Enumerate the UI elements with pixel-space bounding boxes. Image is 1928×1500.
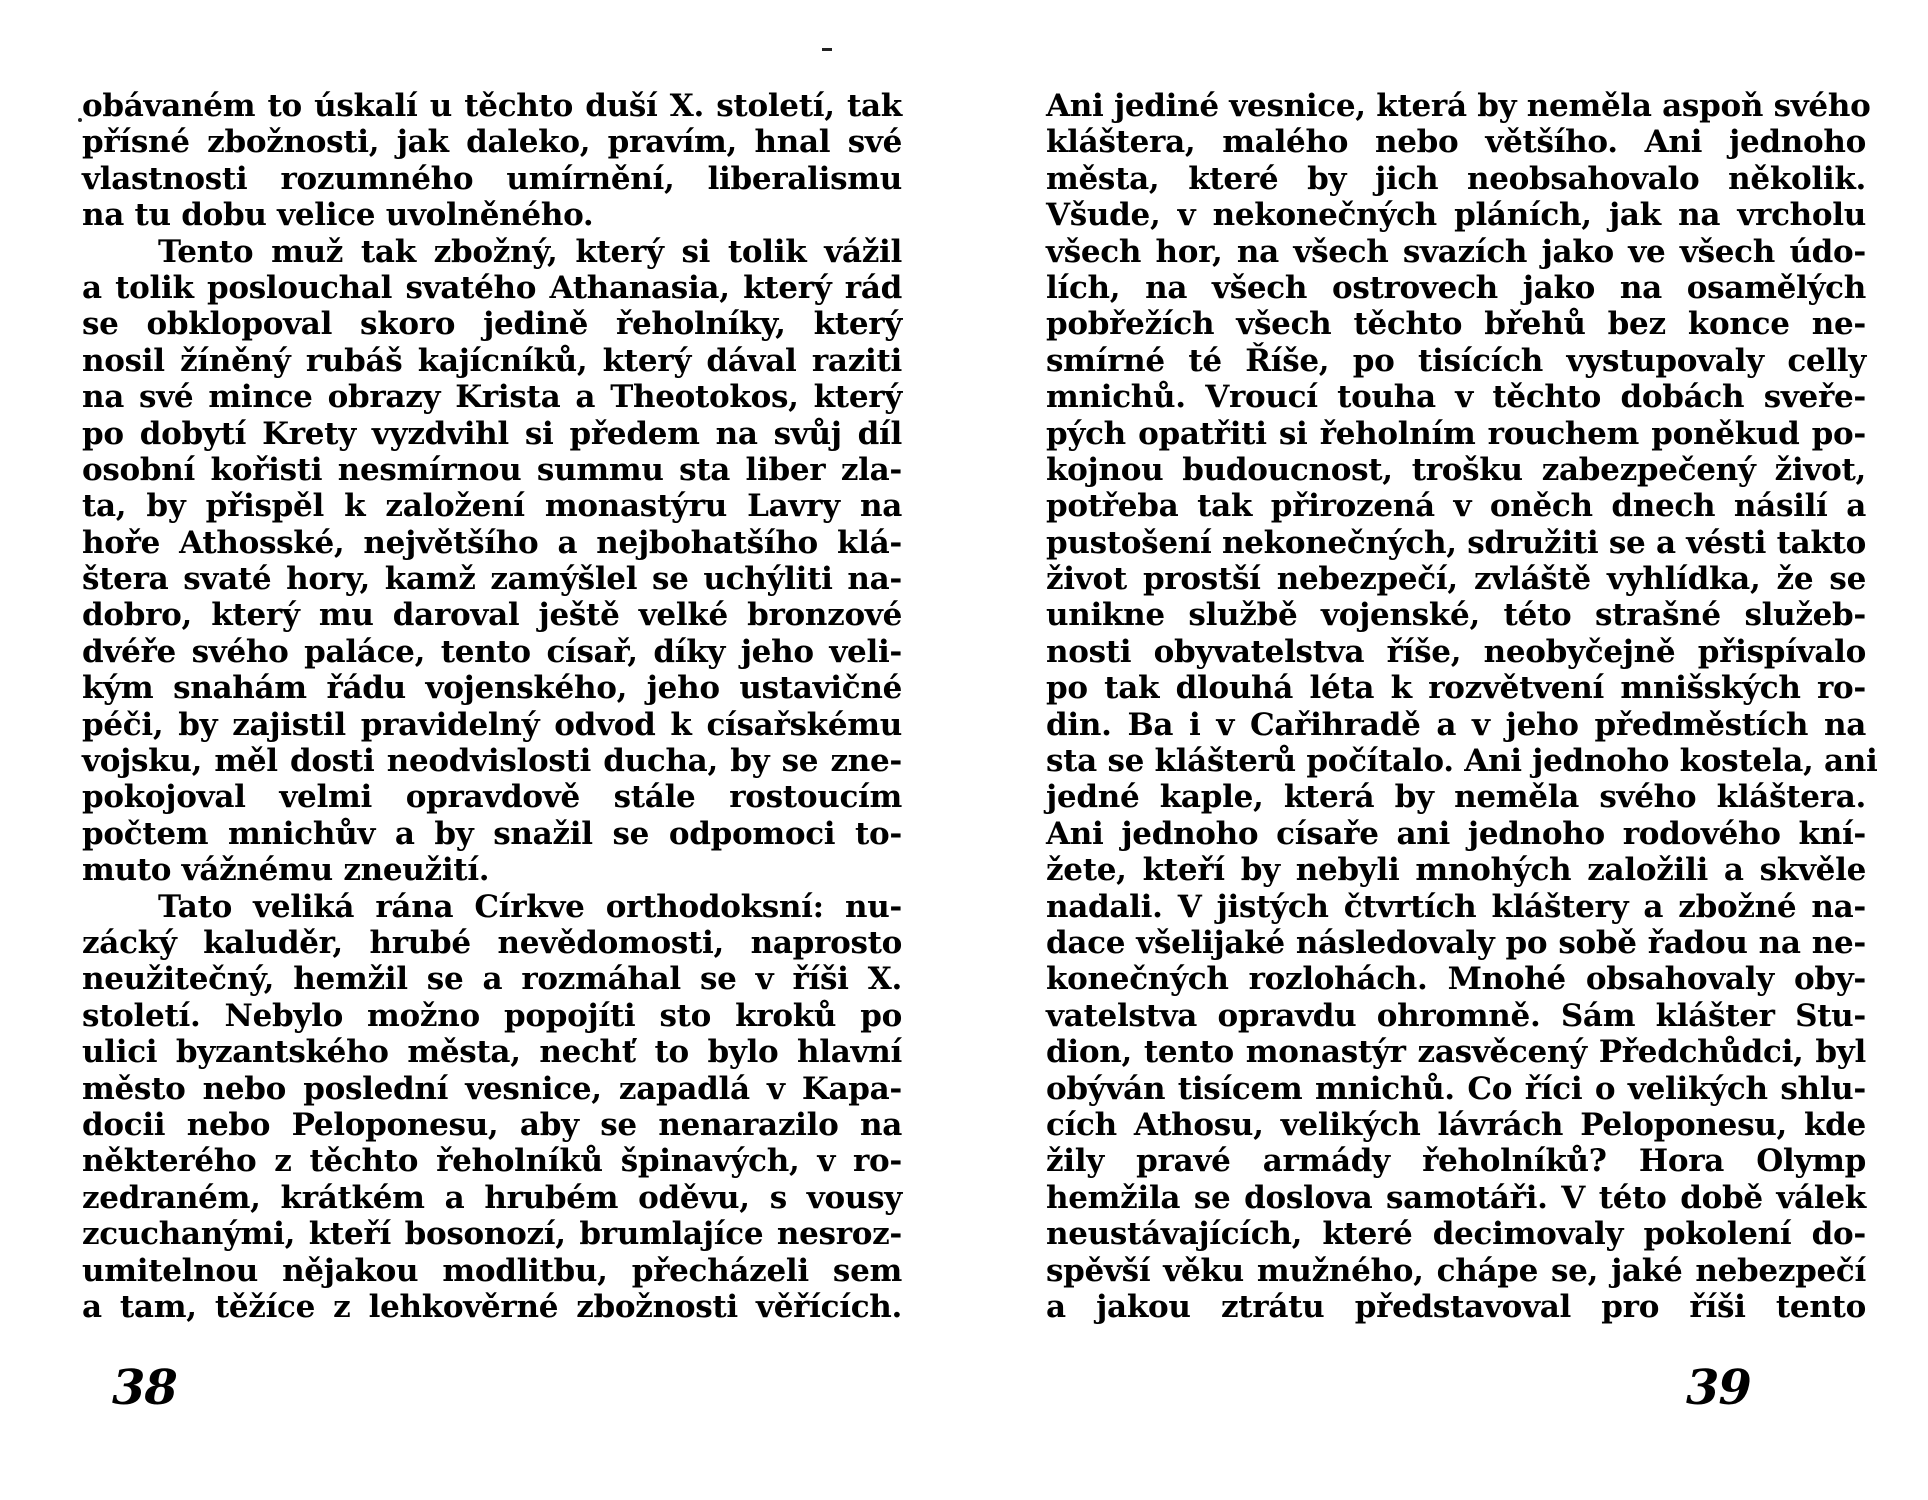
page-number-right: 39 bbox=[1686, 1360, 1751, 1416]
text-line: obýván tisícem mnichů. Co říci o velikých shlu- bbox=[1046, 1070, 1866, 1107]
scan-speck bbox=[822, 48, 832, 51]
text-line: Ani jediné vesnice, která by neměla aspoň svého bbox=[1046, 88, 1871, 124]
text-line: Ani jednoho císaře ani jednoho rodového kní- bbox=[1046, 815, 1866, 852]
text-line: mnichů. Vroucí touha v těchto dobách sveře- bbox=[1046, 379, 1866, 416]
text-line: spěvší věku mužného, chápe se, jaké nebezpečí bbox=[1046, 1252, 1866, 1289]
text-line: a jakou ztrátu představoval pro říši tento bbox=[1046, 1288, 1866, 1325]
text-line: din. Ba i v Cařihradě a v jeho předměstích na bbox=[1046, 706, 1866, 743]
right-page bbox=[1046, 88, 1878, 1325]
text-line: některého z těchto řeholníků špinavých, v ro- bbox=[82, 1143, 902, 1180]
text-line: všech hor, na všech svazích jako ve všech údo- bbox=[1046, 233, 1866, 270]
text-line: osobní kořisti nesmírnou summu sta liber zla- bbox=[82, 451, 902, 488]
text-line: kojnou budoucnost, trošku zabezpečený život, bbox=[1046, 451, 1866, 488]
text-line: vojsku, měl dosti neodvislosti ducha, by se zne- bbox=[82, 743, 902, 780]
text-line: štera svaté hory, kamž zamýšlel se uchýliti na- bbox=[82, 561, 902, 598]
text-line: pobřežích všech těchto břehů bez konce ne- bbox=[1046, 306, 1866, 343]
text-line: žete, kteří by nebyli mnohých založili a skvěle bbox=[1046, 852, 1866, 889]
text-line: lích, na všech ostrovech jako na osamělých bbox=[1046, 269, 1866, 306]
text-line: docii nebo Peloponesu, aby se nenarazilo na bbox=[82, 1106, 902, 1143]
paragraph-first-line: Tato veliká rána Církve orthodoksní: nu- bbox=[158, 888, 902, 925]
text-line: století. Nebylo možno popojíti sto kroků po bbox=[82, 997, 902, 1034]
text-line: vlastnosti rozumného umírnění, liberalismu bbox=[82, 160, 902, 197]
text-line: dace všelijaké následovaly po sobě řadou na ne- bbox=[1046, 924, 1866, 961]
text-line: hemžila se doslova samotáři. V této době válek bbox=[1046, 1179, 1866, 1216]
text-line: smírné té Říše, po tisících vystupovaly celly bbox=[1046, 342, 1866, 379]
text-line: zedraném, krátkém a hrubém oděvu, s vousy bbox=[82, 1179, 902, 1216]
text-line: na své mince obrazy Krista a Theotokos, který bbox=[82, 379, 902, 416]
text-line: obávaném to úskalí u těchto duší X. století, tak bbox=[82, 88, 902, 124]
text-line: muto vážnému zneužití. bbox=[82, 852, 490, 889]
text-line: hoře Athosské, největšího a nejbohatšího klá- bbox=[82, 524, 902, 561]
text-line: jedné kaple, která by neměla svého kláštera. bbox=[1046, 779, 1866, 816]
text-line: potřeba tak přirozená v oněch dnech násilí a bbox=[1046, 488, 1866, 525]
page-number-left: 38 bbox=[112, 1360, 177, 1416]
text-line: po tak dlouhá léta k rozvětvení mnišských ro- bbox=[1046, 670, 1866, 707]
text-line: na tu dobu velice uvolněného. bbox=[82, 197, 594, 234]
text-line: pokojoval velmi opravdově stále rostoucím bbox=[82, 779, 902, 816]
text-line: ta, by přispěl k založení monastýru Lavry na bbox=[82, 488, 902, 525]
text-line: život prostší nebezpečí, zvláště vyhlídka, že se bbox=[1046, 561, 1866, 598]
text-line: a tolik poslouchal svatého Athanasia, který rád bbox=[82, 269, 902, 306]
text-line: přísné zbožnosti, jak daleko, pravím, hnal své bbox=[82, 124, 902, 161]
text-line: dobro, který mu daroval ještě velké bronzové bbox=[82, 597, 902, 634]
text-line: a tam, těžíce z lehkověrné zbožnosti věřících. bbox=[82, 1288, 902, 1325]
text-line: neustávajících, které decimovaly pokolení do- bbox=[1046, 1216, 1866, 1253]
text-line: žily pravé armády řeholníků? Hora Olymp bbox=[1046, 1143, 1866, 1180]
left-page bbox=[82, 88, 902, 1325]
text-line: neužitečný, hemžil se a rozmáhal se v říši X. bbox=[82, 961, 902, 998]
text-line: cích Athosu, velikých lávrách Peloponesu, kde bbox=[1046, 1106, 1866, 1143]
text-line: dion, tento monastýr zasvěcený Předchůdci, byl bbox=[1046, 1034, 1866, 1071]
text-line: města, které by jich neobsahovalo několik. bbox=[1046, 160, 1866, 197]
text-line: konečných rozlohách. Mnohé obsahovaly oby- bbox=[1046, 961, 1866, 998]
text-line: pých opatřiti si řeholním rouchem poněkud po- bbox=[1046, 415, 1866, 452]
text-line: unikne službě vojenské, této strašné služeb- bbox=[1046, 597, 1866, 634]
text-line: kláštera, malého nebo většího. Ani jednoho bbox=[1046, 124, 1866, 161]
text-line: město nebo poslední vesnice, zapadlá v Kapa- bbox=[82, 1070, 902, 1107]
text-line: po dobytí Krety vyzdvihl si předem na svůj díl bbox=[82, 415, 902, 452]
text-line: počtem mnichův a by snažil se odpomoci to- bbox=[82, 815, 902, 852]
text-line: kým snahám řádu vojenského, jeho ustavičné bbox=[82, 670, 902, 707]
text-line: vatelstva opravdu ohromně. Sám klášter Stu- bbox=[1046, 997, 1866, 1034]
text-line: se obklopoval skoro jedině řeholníky, který bbox=[82, 306, 902, 343]
text-line: umitelnou nějakou modlitbu, přecházeli sem bbox=[82, 1252, 902, 1289]
text-line: nosti obyvatelstva říše, neobyčejně přispívalo bbox=[1046, 633, 1866, 670]
text-line: zcuchanými, kteří bosonozí, brumlajíce nesroz- bbox=[82, 1216, 902, 1253]
text-line: Všude, v nekonečných pláních, jak na vrcholu bbox=[1046, 197, 1866, 234]
text-line: dvéře svého paláce, tento císař, díky jeho veli- bbox=[82, 633, 902, 670]
text-line: nadali. V jistých čtvrtích kláštery a zbožné na- bbox=[1046, 888, 1866, 925]
text-line: nosil žíněný rubáš kajícníků, který dával raziti bbox=[82, 342, 902, 379]
text-line: pustošení nekonečných, sdružiti se a vésti takto bbox=[1046, 524, 1866, 561]
text-line: zácký kaluděr, hrubé nevědomosti, naprosto bbox=[82, 924, 902, 961]
text-line: sta se klášterů počítalo. Ani jednoho kostela, ani bbox=[1046, 743, 1878, 780]
text-line: péči, by zajistil pravidelný odvod k císařskému bbox=[82, 706, 902, 743]
text-line: ulici byzantského města, nechť to bylo hlavní bbox=[82, 1034, 902, 1071]
paragraph-first-line: Tento muž tak zbožný, který si tolik vážil bbox=[158, 233, 902, 270]
